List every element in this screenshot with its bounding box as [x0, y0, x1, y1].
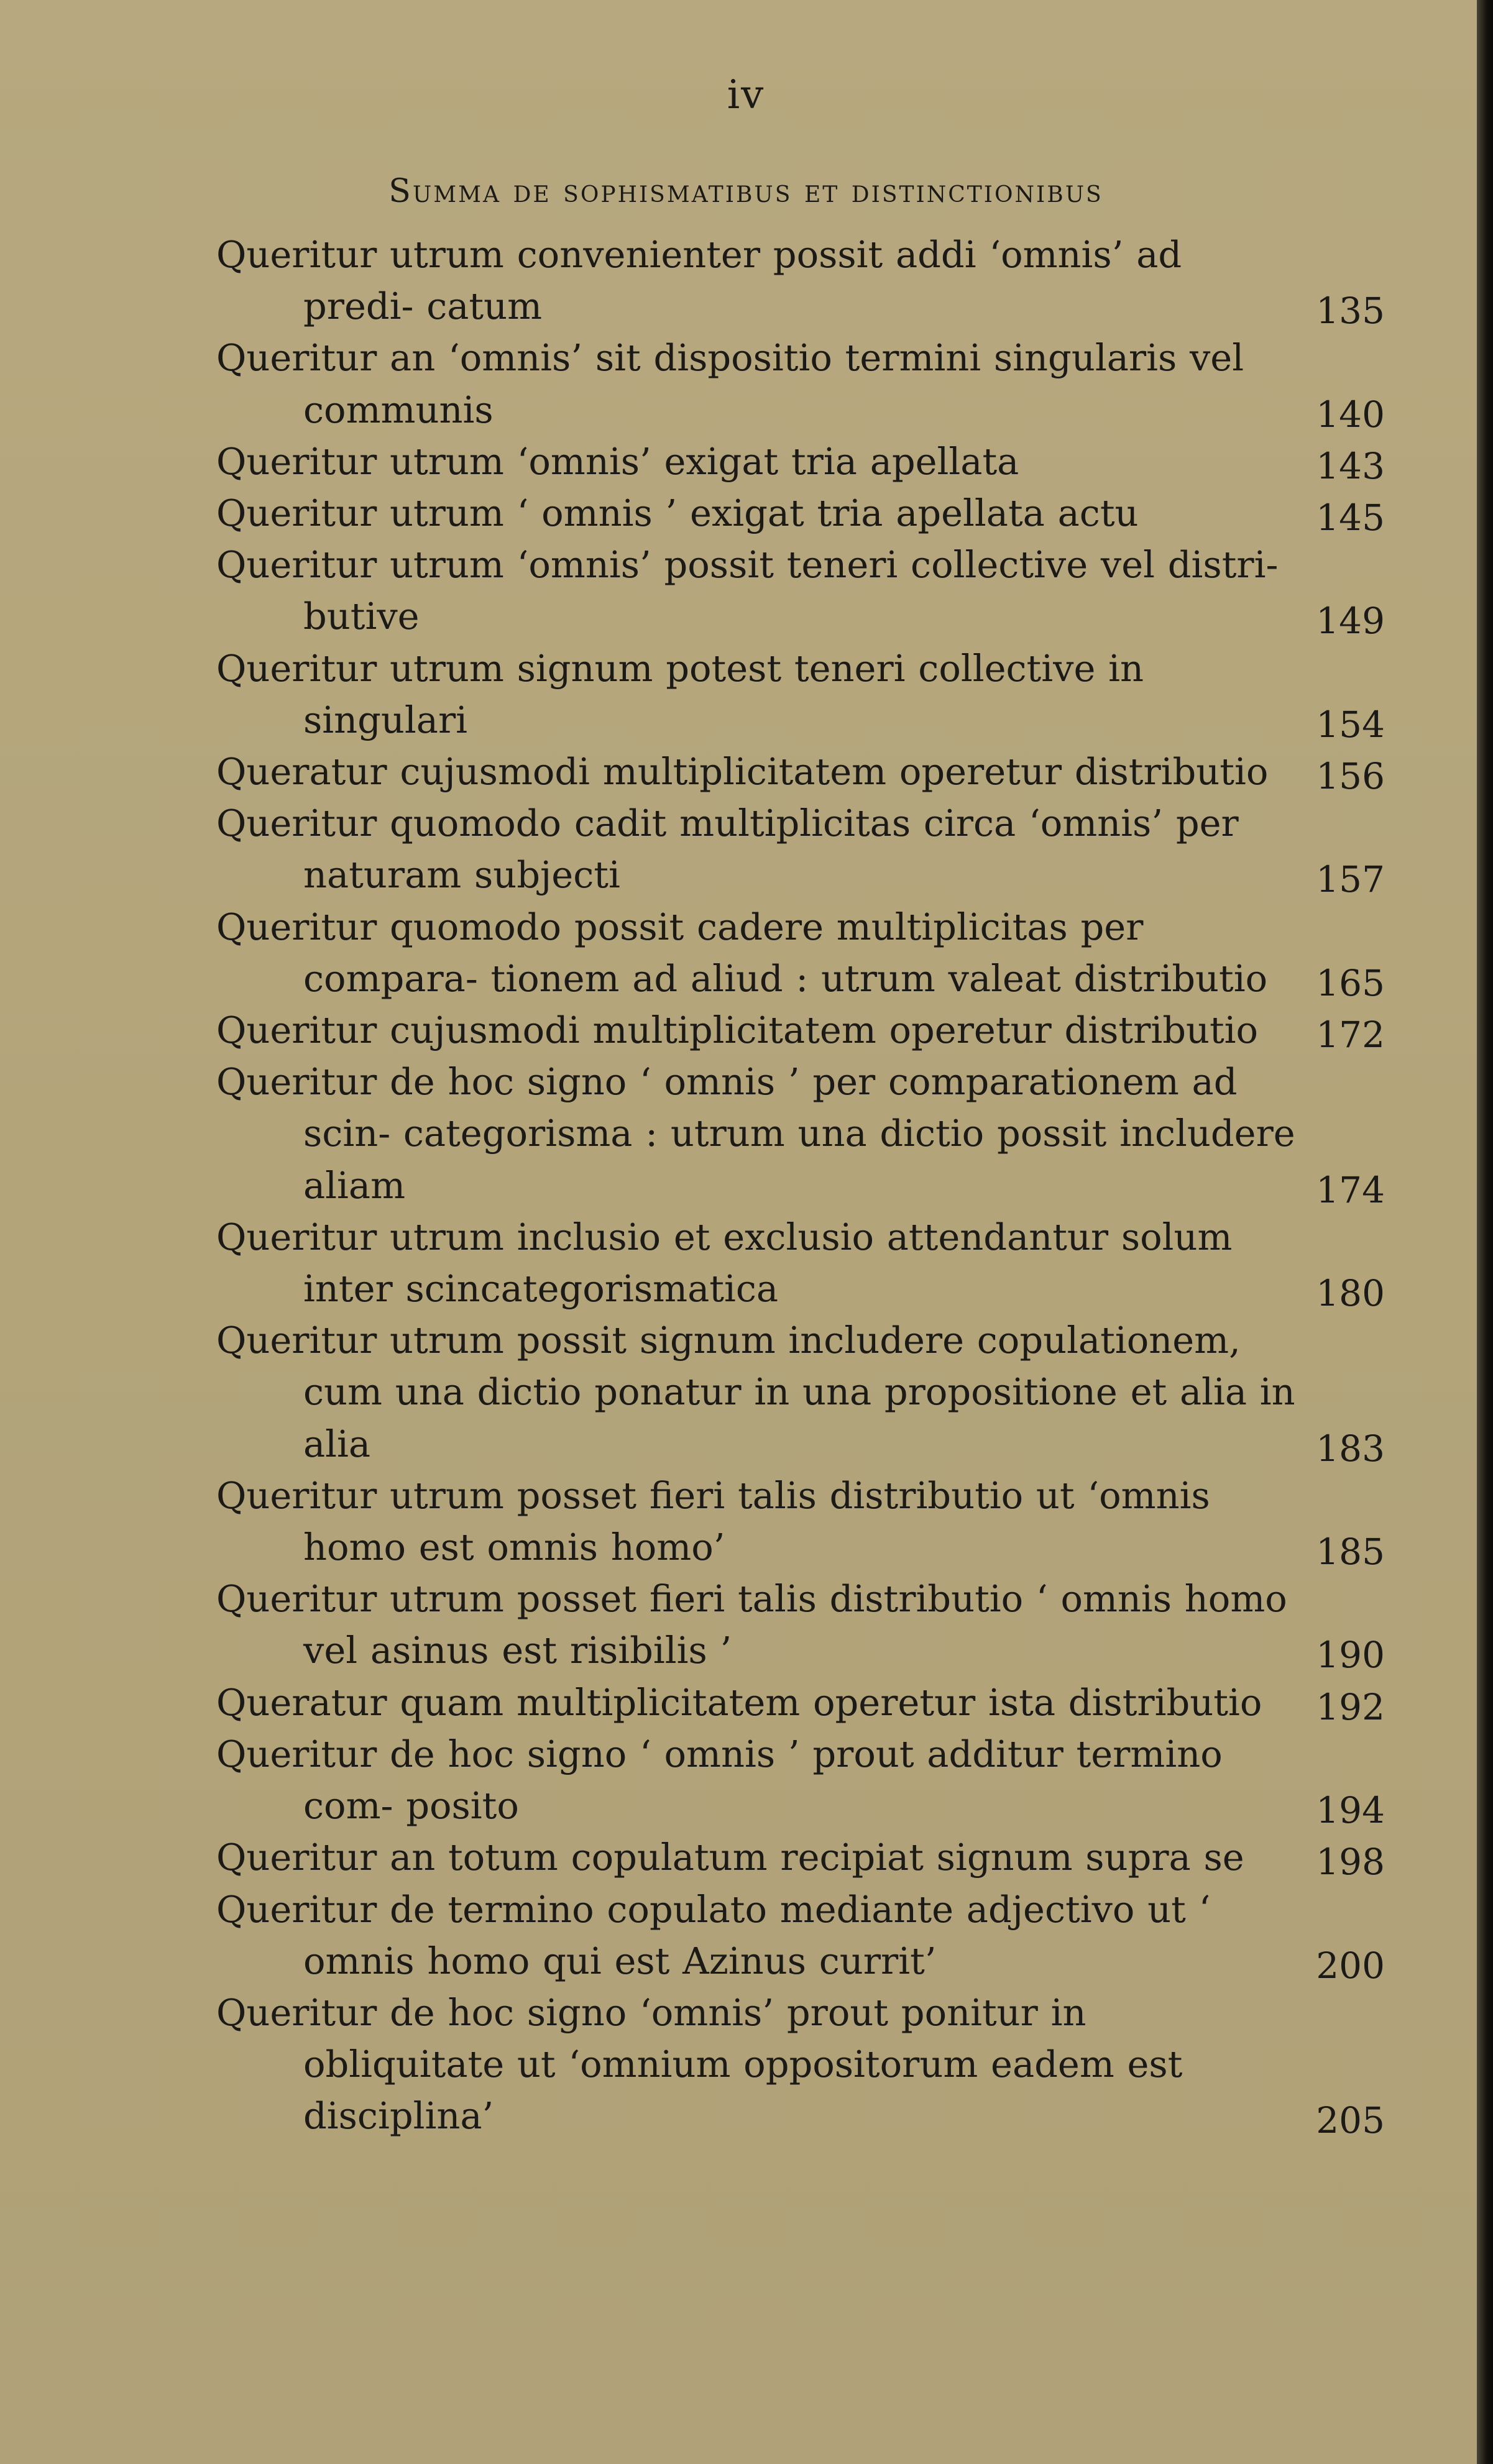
toc-entry-page: 172 [1316, 1014, 1385, 1056]
toc-entry [216, 1211, 1385, 1314]
toc-entry-text: Queritur an ‘omnis’ sit dispositio termini singularis vel communis [216, 336, 1244, 431]
toc-entry-text: Queritur utrum possit signum includere copulationem, cum una dictio ponatur in una propositione et alia in alia [216, 1319, 1295, 1465]
toc-entry-page: 183 [1316, 1427, 1385, 1470]
toc-entry-text: Queritur utrum posset fieri talis distributio ut ‘omnis homo est omnis homo’ [216, 1473, 1210, 1569]
toc-entry-text: Queritur de hoc signo ‘omnis’ prout ponitur in obliquitate ut ‘omnium oppositorum eadem est disciplina’ [216, 1990, 1183, 2138]
toc-entry [216, 539, 1385, 642]
toc-entry-text: Queritur utrum posset fieri talis distributio ‘ omnis homo vel asinus est risibilis ’ [216, 1577, 1287, 1672]
section-title: Summa de sophismatibus et distinctionibus [388, 173, 1103, 210]
toc-entry-text: Queritur utrum ‘omnis’ possit teneri collective vel distri- butive [216, 543, 1279, 638]
toc-entry-page: 143 [1316, 444, 1385, 487]
toc-entry [216, 746, 1385, 797]
toc-entry-page: 157 [1316, 858, 1385, 901]
toc-entry-page: 192 [1316, 1685, 1385, 1728]
toc-entry [216, 229, 1385, 332]
toc-entry-page: 135 [1316, 290, 1385, 332]
toc-entry-text: Queratur cujusmodi multiplicitatem operetur distributio [216, 750, 1269, 794]
toc-entry-page: 185 [1316, 1531, 1385, 1573]
toc-entry [216, 1056, 1385, 1211]
toc-entry [216, 1884, 1385, 1987]
toc-entry [216, 901, 1385, 1004]
toc-entry-text: Queritur de hoc signo ‘ omnis ’ prout additur termino com- posito [216, 1732, 1223, 1828]
toc-entry [216, 332, 1385, 435]
toc-entry [216, 797, 1385, 900]
toc-entry-page: 205 [1316, 2099, 1385, 2142]
toc-entry [216, 436, 1385, 487]
toc-entry-text: Queritur utrum convenienter possit addi ‘omnis’ ad predi- catum [216, 233, 1182, 328]
toc-entry [216, 1004, 1385, 1056]
page-edge-shadow [1477, 0, 1493, 2464]
toc-entry-page: 194 [1316, 1789, 1385, 1832]
toc-entry-page: 198 [1316, 1841, 1385, 1884]
toc-entry-text: Queritur utrum signum potest teneri collective in singulari [216, 646, 1144, 741]
toc-entry-page: 154 [1316, 703, 1385, 746]
toc-entry-page: 149 [1316, 600, 1385, 643]
toc-entry-page: 165 [1316, 961, 1385, 1004]
toc-entry [216, 1987, 1385, 2142]
toc-entry-text: Queritur quomodo cadit multiplicitas circa ‘omnis’ per naturam subjecti [216, 802, 1239, 897]
toc-entry-page: 180 [1316, 1272, 1385, 1315]
toc-entry-page: 156 [1316, 755, 1385, 798]
toc-entry-text: Queritur de termino copulato mediante adjectivo ut ‘ omnis homo qui est Azinus currit’ [216, 1887, 1211, 1982]
toc-entry [216, 1470, 1385, 1573]
toc-entry-text: Queritur utrum ‘ omnis ’ exigat tria apellata actu [216, 492, 1139, 535]
toc-entry [216, 1831, 1385, 1883]
toc-entry-page: 200 [1316, 1944, 1385, 1987]
toc-entry-page: 190 [1316, 1634, 1385, 1677]
toc-entry-text: Queritur cujusmodi multiplicitatem operetur distributio [216, 1009, 1259, 1052]
toc-entry-page: 145 [1316, 497, 1385, 539]
page-number: iv [727, 72, 765, 118]
toc-entry-text: Queratur quam multiplicitatem operetur ista distributio [216, 1680, 1262, 1724]
toc-entry [216, 1573, 1385, 1676]
table-of-contents [216, 229, 1385, 2142]
toc-entry-text: Queritur de hoc signo ‘ omnis ’ per comparationem ad scin- categorisma : utrum una dictio possit includere aliam [216, 1060, 1295, 1207]
toc-entry-page: 174 [1316, 1168, 1385, 1211]
toc-entry-text: Queritur utrum ‘omnis’ exigat tria apellata [216, 439, 1019, 483]
toc-entry [216, 487, 1385, 539]
toc-entry [216, 1677, 1385, 1728]
toc-entry [216, 643, 1385, 746]
toc-entry [216, 1314, 1385, 1470]
toc-entry-text: Queritur utrum inclusio et exclusio attendantur solum inter scincategorismatica [216, 1215, 1233, 1311]
toc-entry-text: Queritur an totum copulatum recipiat signum supra se [216, 1836, 1244, 1879]
toc-entry-text: Queritur quomodo possit cadere multiplicitas per compara- tionem ad aliud : utrum valeat distributio [216, 905, 1268, 1000]
toc-entry-page: 140 [1316, 393, 1385, 436]
toc-entry [216, 1728, 1385, 1831]
